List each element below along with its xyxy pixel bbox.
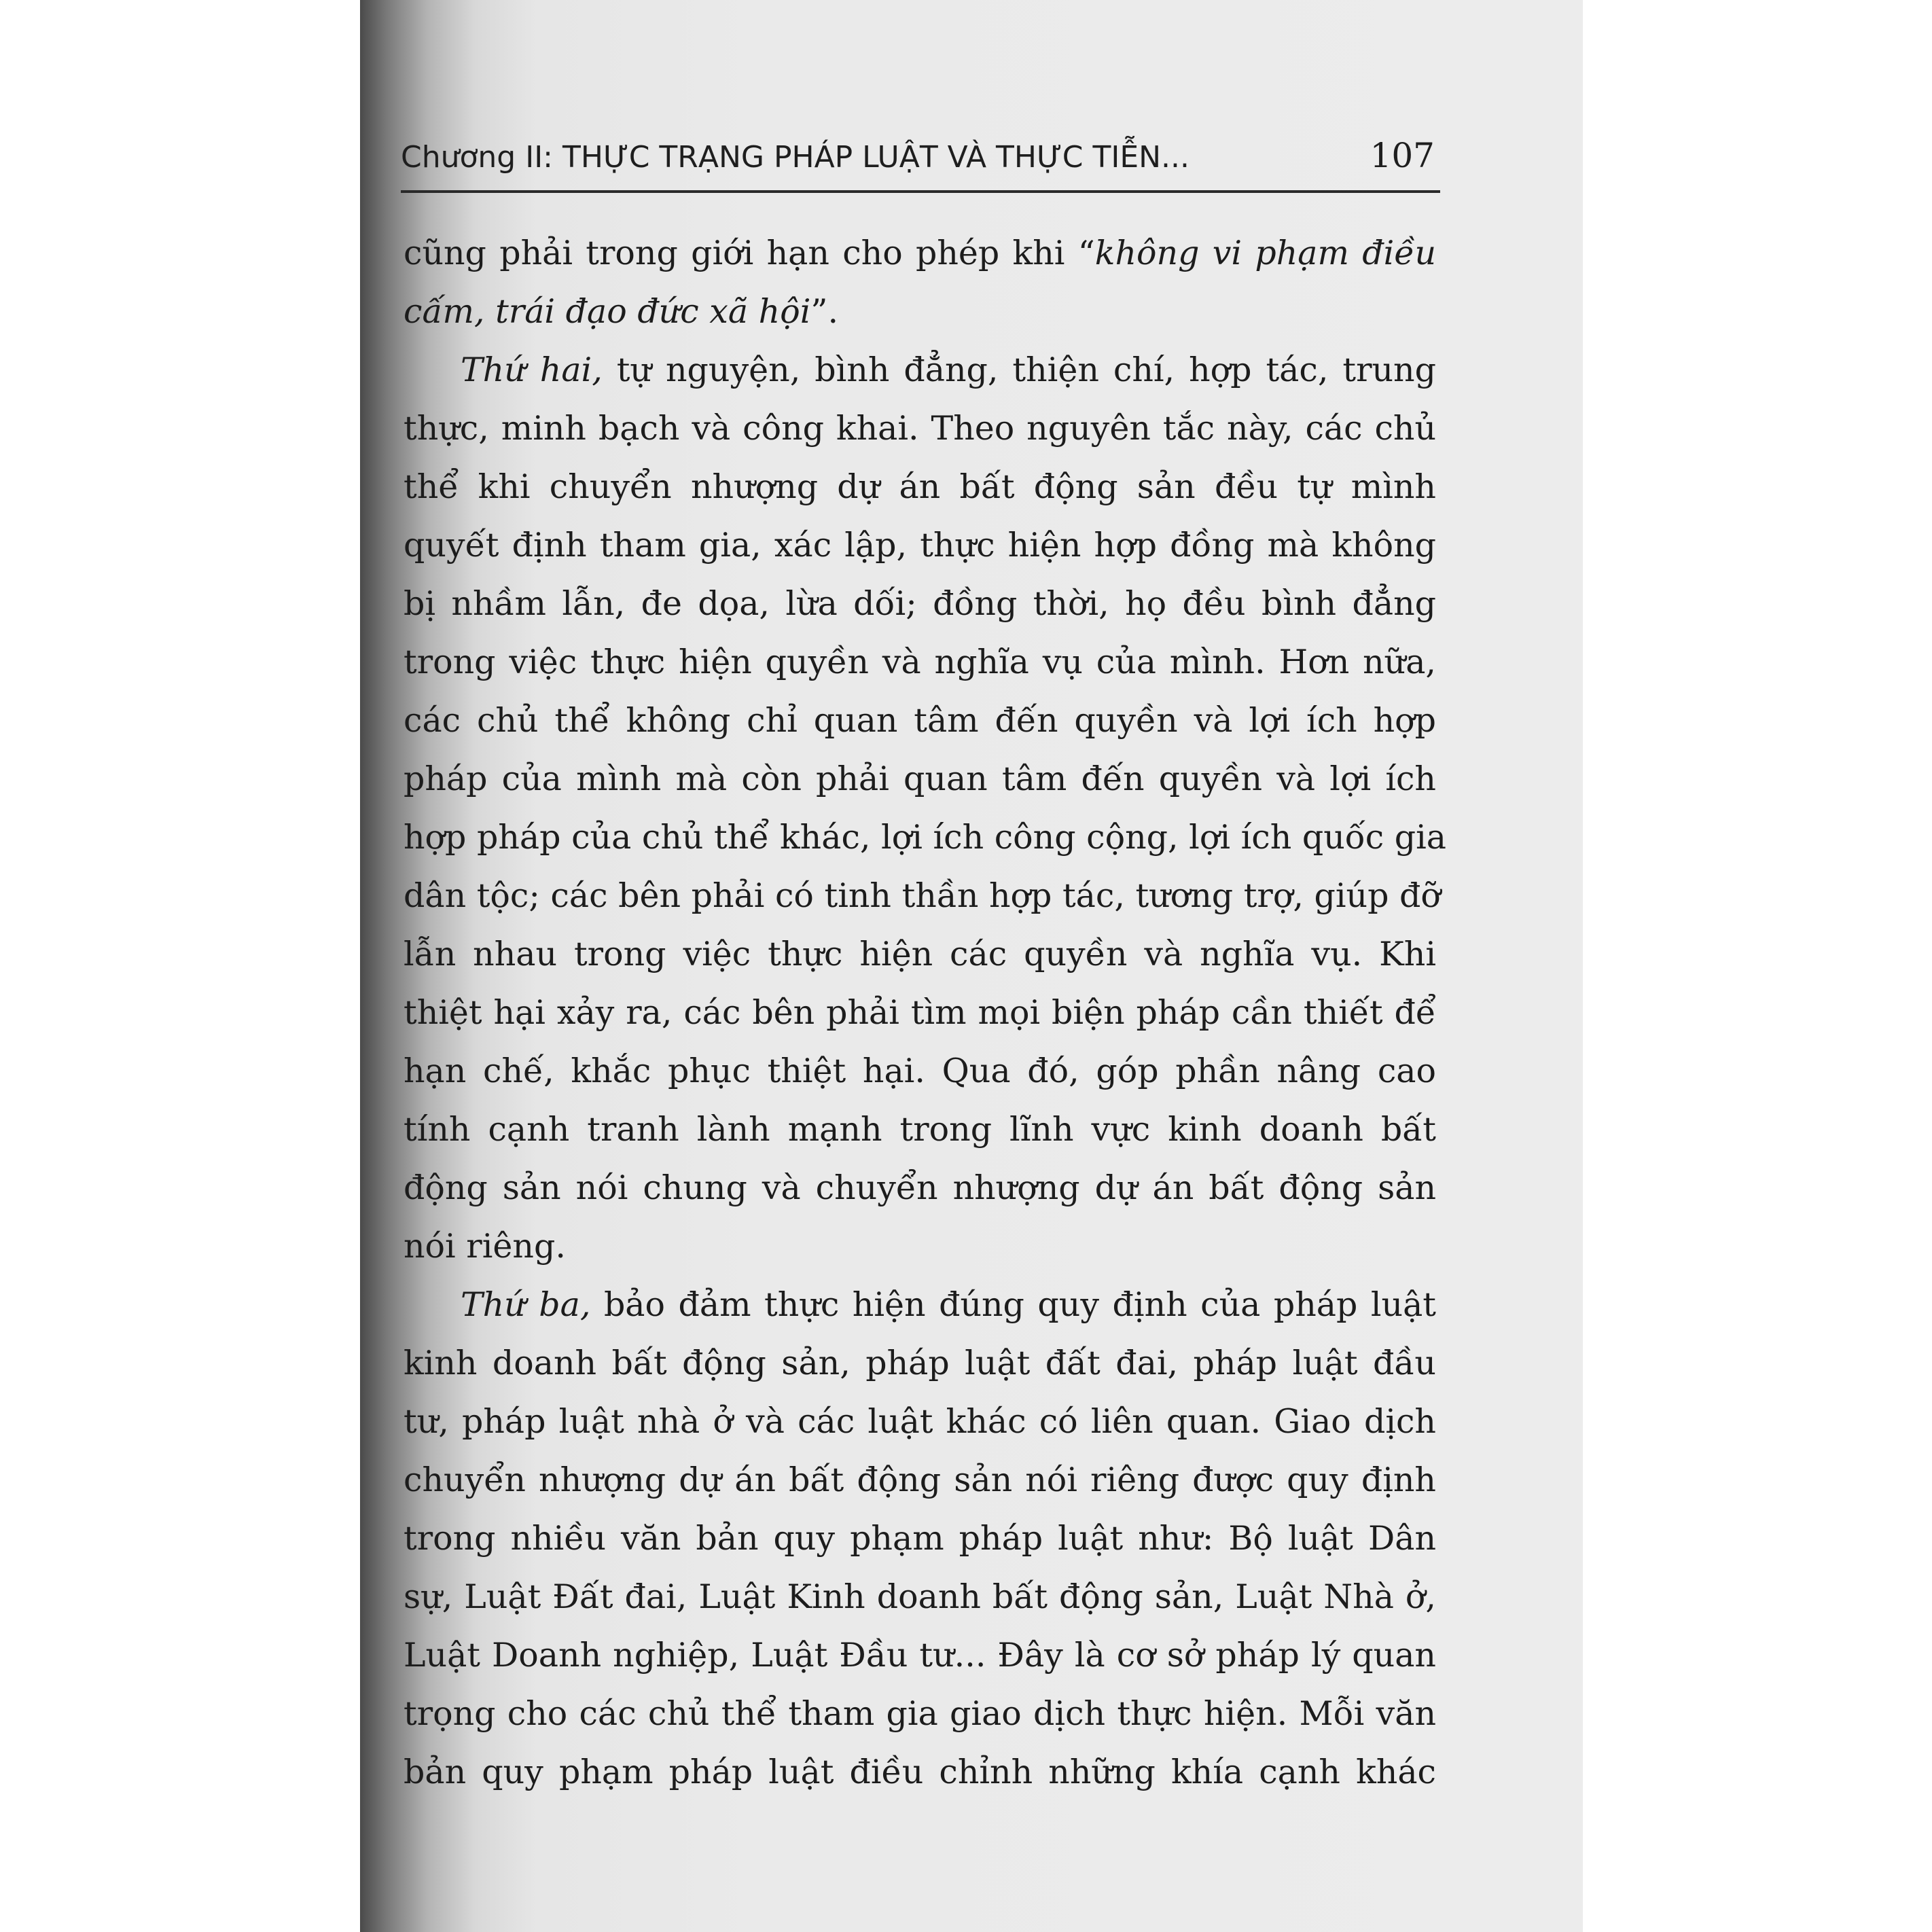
text-line: cũng phải trong giới hạn cho phép khi “không vi phạm điều <box>404 234 1436 272</box>
text-line: quyết định tham gia, xác lập, thực hiện hợp đồng mà không <box>404 526 1436 565</box>
text-line: dân tộc; các bên phải có tinh thần hợp tác, tương trợ, giúp đỡ <box>404 876 1441 915</box>
text-line: tư, pháp luật nhà ở và các luật khác có liên quan. Giao dịch <box>404 1402 1436 1441</box>
paragraph-start-line: Thứ hai, tự nguyện, bình đẳng, thiện chí, hợp tác, trung <box>461 351 1436 389</box>
text-line: tính cạnh tranh lành mạnh trong lĩnh vực kinh doanh bất <box>404 1110 1436 1149</box>
text-line: hợp pháp của chủ thể khác, lợi ích công cộng, lợi ích quốc gia <box>404 818 1447 857</box>
text-line: các chủ thể không chỉ quan tâm đến quyền và lợi ích hợp <box>404 701 1436 740</box>
text-line: trong việc thực hiện quyền và nghĩa vụ của mình. Hơn nữa, <box>404 643 1436 681</box>
text-line: kinh doanh bất động sản, pháp luật đất đai, pháp luật đầu <box>404 1344 1436 1382</box>
text-line: hạn chế, khắc phục thiệt hại. Qua đó, góp phần nâng cao <box>404 1052 1436 1090</box>
running-title: Chương II: THỰC TRẠNG PHÁP LUẬT VÀ THỰC TIỄN... <box>401 140 1189 175</box>
text-line: động sản nói chung và chuyển nhượng dự án bất động sản <box>404 1168 1436 1207</box>
text-line: chuyển nhượng dự án bất động sản nói riêng được quy định <box>404 1461 1436 1499</box>
body-text <box>404 224 1447 1802</box>
text-line: cấm, trái đạo đức xã hội”. <box>404 292 839 331</box>
text-line: pháp của mình mà còn phải quan tâm đến quyền và lợi ích <box>404 759 1436 798</box>
text-line: lẫn nhau trong việc thực hiện các quyền và nghĩa vụ. Khi <box>404 935 1436 973</box>
page-number: 107 <box>1370 136 1435 175</box>
text-line: trọng cho các chủ thể tham gia giao dịch thực hiện. Mỗi văn <box>404 1694 1436 1733</box>
text-line: thiệt hại xảy ra, các bên phải tìm mọi biện pháp cần thiết để <box>404 993 1436 1032</box>
text-line: thể khi chuyển nhượng dự án bất động sản đều tự mình <box>404 467 1436 506</box>
text-line: bị nhầm lẫn, đe dọa, lừa dối; đồng thời, họ đều bình đẳng <box>404 584 1436 623</box>
paragraph-start-line: Thứ ba, bảo đảm thực hiện đúng quy định của pháp luật <box>461 1285 1436 1324</box>
text-line: nói riêng. <box>404 1227 566 1266</box>
text-line: bản quy phạm pháp luật điều chỉnh những khía cạnh khác <box>404 1753 1436 1791</box>
text-line: Luật Doanh nghiệp, Luật Đầu tư... Đây là cơ sở pháp lý quan <box>404 1636 1436 1675</box>
book-page <box>360 0 1583 1932</box>
text-line: thực, minh bạch và công khai. Theo nguyên tắc này, các chủ <box>404 409 1436 448</box>
page-header <box>401 136 1440 193</box>
text-line: sự, Luật Đất đai, Luật Kinh doanh bất động sản, Luật Nhà ở, <box>404 1577 1436 1616</box>
text-line: trong nhiều văn bản quy phạm pháp luật như: Bộ luật Dân <box>404 1519 1436 1558</box>
